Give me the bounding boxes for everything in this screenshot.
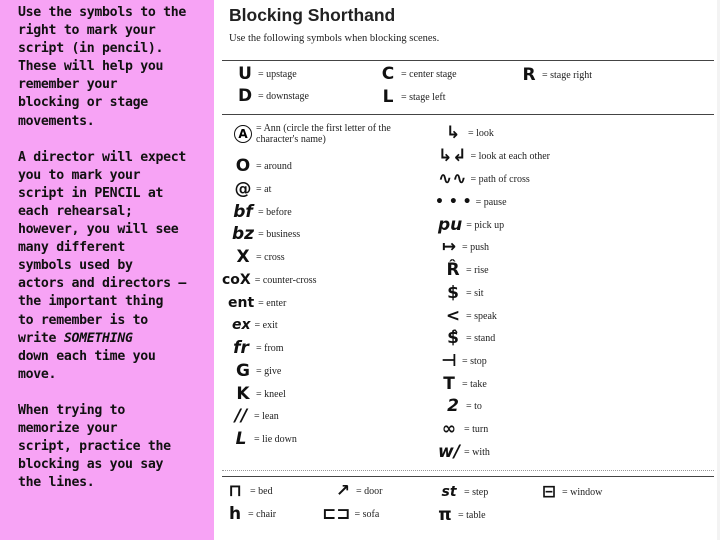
action-with xyxy=(438,443,490,461)
action-label: = stop xyxy=(462,355,487,367)
push-icon: ↦ xyxy=(441,237,457,257)
action-label: = from xyxy=(256,342,284,354)
look-icon: ↳ xyxy=(445,123,461,143)
stop-icon: ⊣ xyxy=(441,351,457,371)
action-pick-up xyxy=(438,216,504,234)
character-circle-icon: A xyxy=(234,125,252,143)
action-label: = sit xyxy=(466,287,484,299)
door-icon: ↗ xyxy=(335,481,351,501)
furniture-window xyxy=(540,483,602,501)
action-label: = take xyxy=(462,378,487,390)
action-label: = kneel xyxy=(256,388,286,400)
action-to xyxy=(444,397,482,415)
stage-symbol: R xyxy=(522,65,536,85)
action-take xyxy=(440,375,487,393)
action-look xyxy=(442,124,494,142)
action-label: = speak xyxy=(466,310,497,322)
furniture-door xyxy=(334,482,382,500)
furniture-label: = door xyxy=(356,485,383,497)
pick-up-icon: pu xyxy=(438,215,463,235)
stage-label: = center stage xyxy=(401,68,457,80)
counter-cross-icon: coX xyxy=(222,272,251,288)
action-label: = pause xyxy=(475,196,507,208)
with-icon: w/ xyxy=(438,442,460,462)
action-label: = enter xyxy=(258,297,287,309)
section-divider-dotted xyxy=(222,470,714,471)
stage-left xyxy=(379,88,446,106)
stage-upstage xyxy=(236,65,297,83)
action-rise xyxy=(444,261,489,279)
furniture-label: = sofa xyxy=(354,508,380,520)
exit-icon: ex xyxy=(232,317,251,333)
action-from xyxy=(230,339,284,357)
look-at-each-other-icon: ↳↲ xyxy=(438,146,467,166)
instructions-paragraph-1: Use the symbols to the right to mark your script (in pencil). These will help you remember your blocking or stage movements. xyxy=(18,5,187,129)
instructions-paragraph-3: When trying to memorize your script, practice the blocking as you say the lines. xyxy=(18,402,171,491)
lean-icon: // xyxy=(234,406,248,426)
action-lean xyxy=(232,407,279,425)
at-icon: @ xyxy=(234,179,252,199)
action-label: = with xyxy=(464,446,490,458)
furniture-chair xyxy=(226,505,276,523)
action-cross xyxy=(234,248,285,266)
around-icon: O xyxy=(235,156,251,176)
section-divider xyxy=(222,476,714,477)
stage-label: = stage right xyxy=(542,69,593,81)
para2-part-b: down each time you move. xyxy=(18,348,156,382)
action-label: = to xyxy=(466,400,482,412)
stage-symbol: L xyxy=(382,87,394,107)
action-exit xyxy=(232,316,278,334)
action-label: = give xyxy=(256,365,282,377)
rise-icon: R̂ xyxy=(446,260,460,280)
action-pause xyxy=(435,193,507,211)
para2-emphasis: SOMETHING xyxy=(63,330,133,346)
action-label: = around xyxy=(256,160,292,172)
lie-down-icon: L xyxy=(235,429,247,449)
action-counter-cross xyxy=(222,271,317,289)
stage-downstage xyxy=(236,87,309,105)
furniture-step xyxy=(438,483,488,501)
action-label: = turn xyxy=(464,423,489,435)
furniture-label: = window xyxy=(562,486,603,498)
action-label: = exit xyxy=(254,319,278,331)
stage-label: = upstage xyxy=(258,68,297,80)
section-divider xyxy=(222,114,714,115)
furniture-label: = step xyxy=(464,486,489,498)
business-icon: bz xyxy=(232,224,255,244)
action-kneel xyxy=(234,385,286,403)
take-icon: T xyxy=(443,374,455,394)
window-icon: ⊟ xyxy=(541,482,557,502)
action-lie-down xyxy=(232,430,297,448)
to-icon: 2 xyxy=(447,396,459,416)
stage-label: = stage left xyxy=(401,91,446,103)
give-icon: G xyxy=(236,361,250,381)
section-divider xyxy=(222,60,714,61)
action-push xyxy=(440,238,489,256)
table-icon: π xyxy=(438,505,452,525)
action-label: = look at each other xyxy=(470,150,550,162)
furniture-sofa xyxy=(322,505,379,523)
cross-icon: X xyxy=(236,247,250,267)
instructions-panel xyxy=(0,0,214,540)
step-icon: st xyxy=(441,484,457,500)
action-label: = rise xyxy=(466,264,489,276)
action-label: = at xyxy=(256,183,272,195)
sheet-title: Blocking Shorthand xyxy=(229,5,396,25)
sit-icon: $ xyxy=(447,283,459,303)
from-icon: fr xyxy=(233,338,249,358)
action-label: = cross xyxy=(256,251,285,263)
action-give xyxy=(234,362,281,380)
instructions-paragraph-2 xyxy=(18,149,206,384)
turn-icon: ∞ xyxy=(441,419,457,439)
furniture-bed xyxy=(224,482,273,500)
action-around xyxy=(234,157,292,175)
action-label: = Ann (circle the first letter of the character's name) xyxy=(256,123,391,145)
furniture-label: = chair xyxy=(248,508,277,520)
stage-center xyxy=(379,65,457,83)
action-sit xyxy=(444,284,484,302)
action-label: = business xyxy=(258,228,301,240)
furniture-label: = bed xyxy=(250,485,273,497)
action-before xyxy=(232,203,292,221)
stage-symbol: U xyxy=(238,64,252,84)
stage-symbol: D xyxy=(237,86,253,106)
action-label: = look xyxy=(468,127,494,139)
action-stop xyxy=(440,352,487,370)
stage-label: = downstage xyxy=(258,90,309,102)
pause-icon: • • • xyxy=(435,194,472,210)
action-label: = push xyxy=(462,241,490,253)
action-label: = path of cross xyxy=(470,173,530,185)
action-look-at-each-other xyxy=(438,147,550,165)
stage-right xyxy=(520,66,592,84)
speak-icon: < xyxy=(445,306,461,326)
shorthand-sheet xyxy=(214,0,720,540)
chair-icon: h xyxy=(228,504,242,524)
action-path-of-cross xyxy=(438,170,530,188)
sofa-icon: ⊏⊐ xyxy=(322,504,351,524)
action-turn xyxy=(438,420,488,438)
action-speak xyxy=(444,307,497,325)
action-business xyxy=(232,225,300,243)
furniture-label: = table xyxy=(458,509,486,521)
kneel-icon: K xyxy=(236,384,250,404)
action-ann xyxy=(234,123,391,145)
action-label: = pick up xyxy=(466,219,505,231)
sheet-subtitle: Use the following symbols when blocking scenes. xyxy=(229,33,440,44)
action-label: = counter-cross xyxy=(254,274,317,286)
action-at xyxy=(234,180,271,198)
path-of-cross-icon: ∿∿ xyxy=(438,169,467,189)
action-label: = lie down xyxy=(254,433,297,445)
before-icon: bf xyxy=(233,202,253,222)
furniture-table xyxy=(436,506,486,524)
stand-icon: $̂ xyxy=(447,328,459,348)
para2-part-a: A director will expect you to mark your script in PENCIL at each rehearsal; however, you will see many different symbols used by actors and directors – the important thing to remember is to write xyxy=(18,149,187,346)
action-label: = before xyxy=(258,206,292,218)
action-label: = stand xyxy=(466,332,496,344)
enter-icon: ent xyxy=(228,295,255,311)
action-label: = lean xyxy=(254,410,279,422)
action-enter xyxy=(228,294,286,312)
bed-icon: ⊓ xyxy=(228,481,242,501)
stage-symbol: C xyxy=(381,64,395,84)
action-stand xyxy=(444,329,495,347)
